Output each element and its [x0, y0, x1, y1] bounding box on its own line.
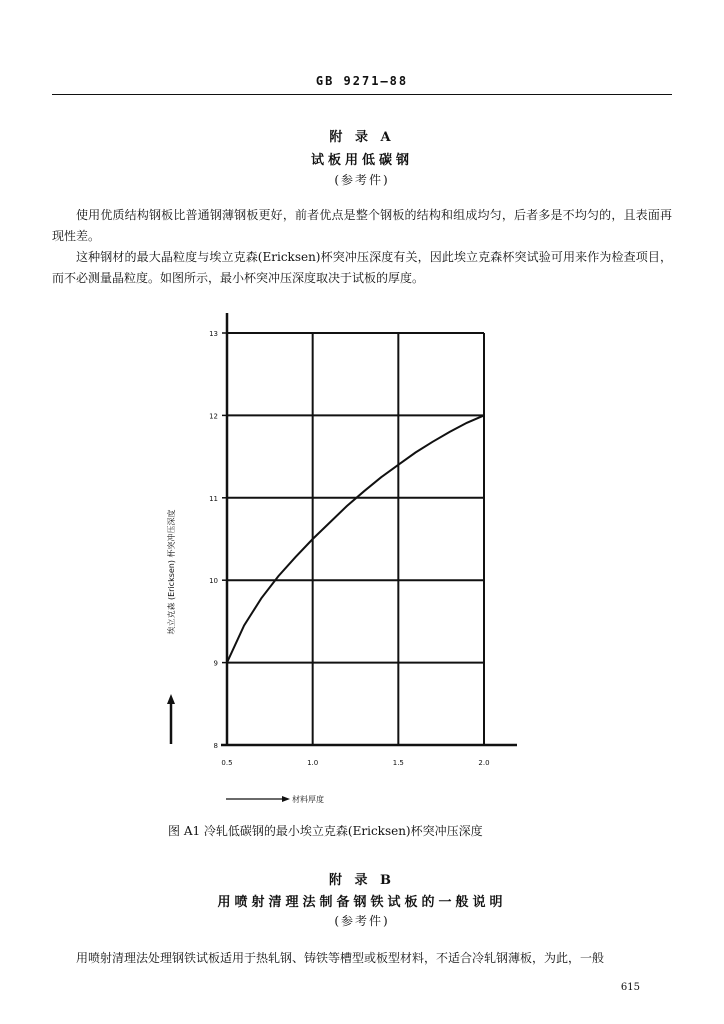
figure-caption: 图 A1 冷轧低碳钢的最小埃立克森(Ericksen)杯突冲压深度	[168, 824, 483, 838]
y-tick-label-2: 10	[209, 577, 218, 586]
y-tick-label-4: 12	[209, 412, 218, 421]
x-tick-label-2: 1.5	[392, 759, 404, 767]
appendix-b-note: (参考件)	[334, 914, 390, 928]
y-tick-label-0: 8	[213, 742, 218, 750]
appendix-a-title: 试板用低碳钢	[310, 153, 413, 168]
y-tick-label-3: 11	[209, 494, 218, 503]
x-tick-label-1: 1.0	[307, 759, 319, 767]
appendix-a-heading: 附 录 A	[329, 130, 395, 145]
chart-grid	[227, 333, 484, 745]
x-tick-label-3: 2.0	[478, 759, 490, 767]
chart-axes	[221, 313, 517, 745]
y-axis-label: 埃立克森 (Ericksen) 杯突冲压深度	[167, 509, 176, 635]
x-axis-arrow	[226, 796, 290, 802]
x-axis-label: 材料厚度	[292, 795, 324, 804]
x-tick-label-0: 0.5	[221, 759, 233, 767]
y-axis-arrow	[167, 694, 175, 744]
y-tick-label-5: 13	[209, 330, 218, 338]
x-tick-labels	[221, 759, 489, 767]
document-header: GB 9271—88	[315, 74, 409, 88]
appendix-b-body	[52, 948, 672, 969]
appendix-b-paragraph: 用喷射清理法处理钢铁试板适用于热轧钢、铸铁等槽型或板型材料，不适合冷轧钢薄板，为此，一般	[76, 951, 605, 965]
appendix-a-paragraph-1: 使用优质结构钢板比普通钢薄钢板更好，前者优点是整个钢板的结构和组成均匀，后者多是不均匀的，且表面再现性差。	[52, 208, 672, 243]
appendix-a-note: (参考件)	[334, 173, 390, 187]
appendix-a-paragraph-2: 这种钢材的最大晶粒度与埃立克森(Ericksen)杯突冲压深度有关，因此埃立克森杯突试验可用来作为检查项目，而不必测量晶粒度。如图所示，最小杯突冲压深度取决于试板的厚度。	[52, 250, 672, 285]
y-tick-label-1: 9	[213, 659, 218, 668]
appendix-b-title: 用喷射清理法制备钢铁试板的一般说明	[217, 895, 507, 910]
appendix-b-heading: 附 录 B	[328, 873, 396, 888]
depth-curve	[227, 415, 484, 662]
page-number: 615	[620, 982, 640, 993]
y-tick-labels	[209, 330, 227, 750]
